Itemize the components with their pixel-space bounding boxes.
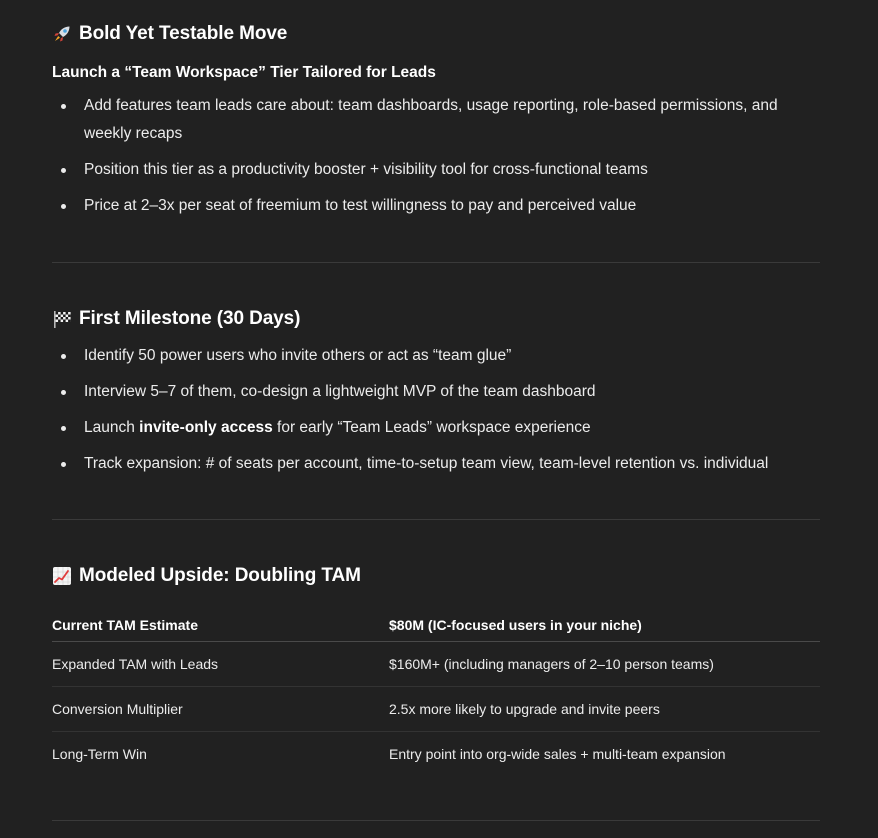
section-heading <box>52 21 820 47</box>
table-header-cell: Current TAM Estimate <box>52 609 389 642</box>
table-header-row <box>52 609 820 642</box>
bullet-list <box>52 342 820 478</box>
bullet-text: Launch <box>84 419 140 436</box>
table-cell: $160M+ (including managers of 2–10 person teams) <box>389 642 820 687</box>
table-row <box>52 687 820 732</box>
list-item: Position this tier as a productivity booster + visibility tool for cross-functional teams <box>52 156 820 184</box>
list-item <box>52 414 820 442</box>
table-cell: Long-Term Win <box>52 746 147 762</box>
divider <box>52 820 820 821</box>
table-row <box>52 642 820 687</box>
table-cell: Conversion Multiplier <box>52 687 389 732</box>
list-item: Price at 2–3x per seat of freemium to test willingness to pay and perceived value <box>52 192 820 220</box>
chart-increasing-icon <box>52 566 72 586</box>
table-cell: Expanded TAM with Leads <box>52 642 389 687</box>
table-cell: 2.5x more likely to upgrade and invite peers <box>389 687 820 732</box>
divider <box>52 262 820 263</box>
table-cell: Entry point into org-wide sales + multi-team expansion <box>389 746 726 762</box>
list-item: Identify 50 power users who invite others or act as “team glue” <box>52 342 820 370</box>
list-item: Interview 5–7 of them, co-design a lightweight MVP of the team dashboard <box>52 378 820 406</box>
bullet-text: for early “Team Leads” workspace experience <box>272 419 591 436</box>
section-title: Modeled Upside: Doubling TAM <box>79 565 361 586</box>
section-modeled-upside <box>52 563 820 776</box>
checkered-flag-icon <box>52 309 72 329</box>
bullet-list <box>52 92 820 220</box>
table-header-cell: $80M (IC-focused users in your niche) <box>389 609 820 642</box>
tam-table <box>52 609 820 776</box>
section-heading <box>52 563 820 589</box>
subheading: Launch a “Team Workspace” Tier Tailored for Leads <box>52 64 436 81</box>
bold-text: invite-only access <box>139 419 273 436</box>
section-heading <box>52 306 820 332</box>
list-item: Add features team leads care about: team dashboards, usage reporting, role-based permissions, and weekly recaps <box>52 92 820 148</box>
rocket-icon <box>52 24 72 44</box>
table-row <box>52 732 820 777</box>
list-item: Track expansion: # of seats per account, time-to-setup team view, team-level retention vs. individual <box>52 450 820 478</box>
section-bold-move <box>52 21 820 220</box>
section-first-milestone <box>52 306 820 478</box>
divider <box>52 519 820 520</box>
section-title: First Milestone (30 Days) <box>79 308 301 329</box>
section-title: Bold Yet Testable Move <box>79 23 288 44</box>
